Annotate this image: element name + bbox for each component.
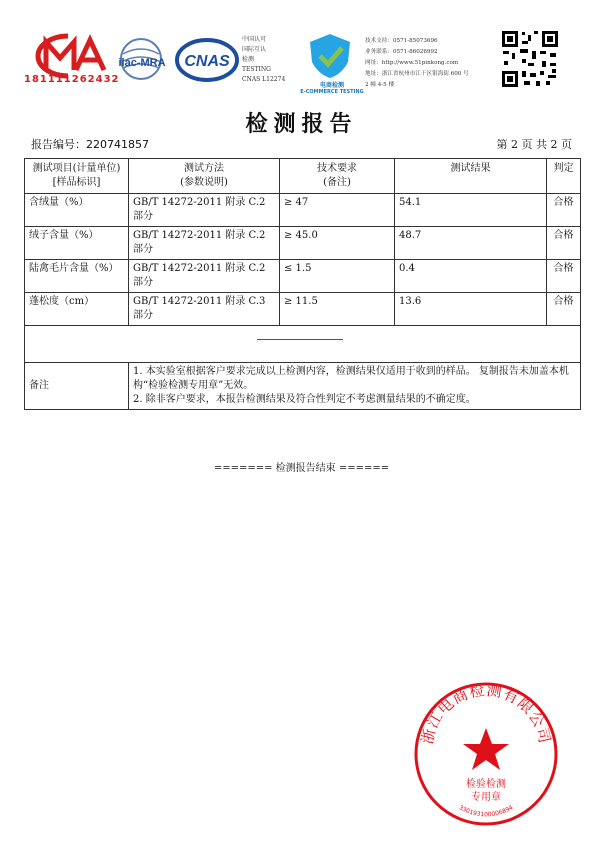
cnas-logo [174, 38, 240, 82]
page-info: 第 2 页 共 2 页 [496, 138, 572, 151]
cell-method: GB/T 14272-2011 附录 C.2 部分 [129, 260, 280, 293]
contact-line: 业务联系：0571-86026992 [365, 49, 438, 55]
remarks-label: 备注 [25, 363, 129, 410]
cell-result: 54.1 [395, 194, 547, 227]
table-row [25, 260, 581, 293]
cnas-line: 检测 [242, 56, 255, 63]
cnas-line: 中国认可 [242, 36, 267, 43]
cell-judgement: 合格 [547, 293, 581, 326]
report-title: 检测报告 [245, 112, 358, 137]
contact-line: 2 幢 4-5 楼 [365, 82, 395, 88]
header-req-line: 技术要求 [317, 163, 357, 174]
table-row [25, 227, 581, 260]
official-seal-stamp [412, 680, 560, 828]
cell-requirement: ≤ 1.5 [280, 260, 395, 293]
cell-item: 蓬松度（cm） [25, 293, 129, 326]
report-end-marker: ======= 检测报告结束 ====== [213, 463, 390, 474]
header-requirement [280, 159, 395, 194]
cma-phone: 181111262432 [24, 74, 120, 85]
seal-number: 330193100006894 [457, 804, 515, 819]
header-judgement: 判定 [547, 159, 581, 194]
blank-row [25, 326, 581, 363]
blank-cell [25, 326, 581, 363]
cell-result: 48.7 [395, 227, 547, 260]
seal-org-name: 浙江电商检测有限公司 [417, 680, 555, 746]
ilac-mra-logo [113, 36, 171, 82]
cell-requirement: ≥ 45.0 [280, 227, 395, 260]
header-item-line: [样品标识] [52, 177, 101, 188]
cell-requirement: ≥ 11.5 [280, 293, 395, 326]
remarks-row [25, 363, 581, 410]
cell-method: GB/T 14272-2011 附录 C.2 部分 [129, 194, 280, 227]
header-method [129, 159, 280, 194]
svg-text:330193100006894 [458, 804, 515, 818]
contact-line: 技术支持：0571-85073696 [365, 38, 438, 44]
table-row [25, 194, 581, 227]
seal-line1: 检验检测 [466, 779, 506, 790]
cell-item: 含绒量（%） [25, 194, 129, 227]
cell-item: 陆禽毛片含量（%） [25, 260, 129, 293]
contact-info [365, 36, 469, 91]
report-number-label: 报告编号： [31, 138, 86, 151]
qr-code-icon [500, 29, 560, 89]
header-method-line: 测试方法 [184, 163, 224, 174]
contact-line: 网址：http://www.51pinkong.com [365, 60, 459, 66]
cell-method: GB/T 14272-2011 附录 C.3 部分 [129, 293, 280, 326]
ecommerce-label-cn: 电商检测 [319, 82, 344, 89]
cnas-line: TESTING [242, 66, 271, 73]
report-number-value: 220741857 [86, 138, 149, 151]
cnas-info [242, 35, 285, 85]
header-item-line: 测试项目(计量单位) [32, 163, 121, 174]
ecommerce-label [300, 80, 364, 95]
results-table [24, 158, 581, 410]
cell-result: 0.4 [395, 260, 547, 293]
cnas-line: 国际互认 [242, 46, 267, 53]
svg-text:ilac-MRA: ilac-MRA [118, 57, 166, 69]
ecommerce-label-en: E-COMMERCE TESTING [300, 89, 364, 95]
seal-line2: 专用章 [471, 792, 501, 803]
remark-item: 1. 本实验室根据客户要求完成以上检测内容，检测结果仅适用于收到的样品。 复制报告未加盖本机构“检验检测专用章”无效。 [133, 366, 569, 391]
header-item [25, 159, 129, 194]
header-result: 测试结果 [395, 159, 547, 194]
header-method-line: (参数说明) [180, 177, 228, 188]
cell-requirement: ≥ 47 [280, 194, 395, 227]
table-row [25, 293, 581, 326]
cnas-line: CNAS L12274 [242, 76, 286, 83]
ecommerce-testing-logo [302, 30, 358, 86]
svg-text:CNAS: CNAS [184, 53, 230, 70]
header-req-line: (备注) [323, 177, 351, 188]
cell-result: 13.6 [395, 293, 547, 326]
divider [257, 339, 343, 340]
report-number [31, 136, 149, 152]
cell-judgement: 合格 [547, 227, 581, 260]
table-header-row [25, 159, 581, 194]
cell-judgement: 合格 [547, 194, 581, 227]
cell-item: 绒子含量（%） [25, 227, 129, 260]
remark-item: 2. 除非客户要求，本报告检测结果及符合性判定不考虑测量结果的不确定度。 [133, 394, 476, 405]
remarks-content [129, 363, 581, 410]
cell-method: GB/T 14272-2011 附录 C.2 部分 [129, 227, 280, 260]
contact-line: 地址：浙江省杭州市江干区银海街 600 号 [365, 71, 469, 77]
cell-judgement: 合格 [547, 260, 581, 293]
